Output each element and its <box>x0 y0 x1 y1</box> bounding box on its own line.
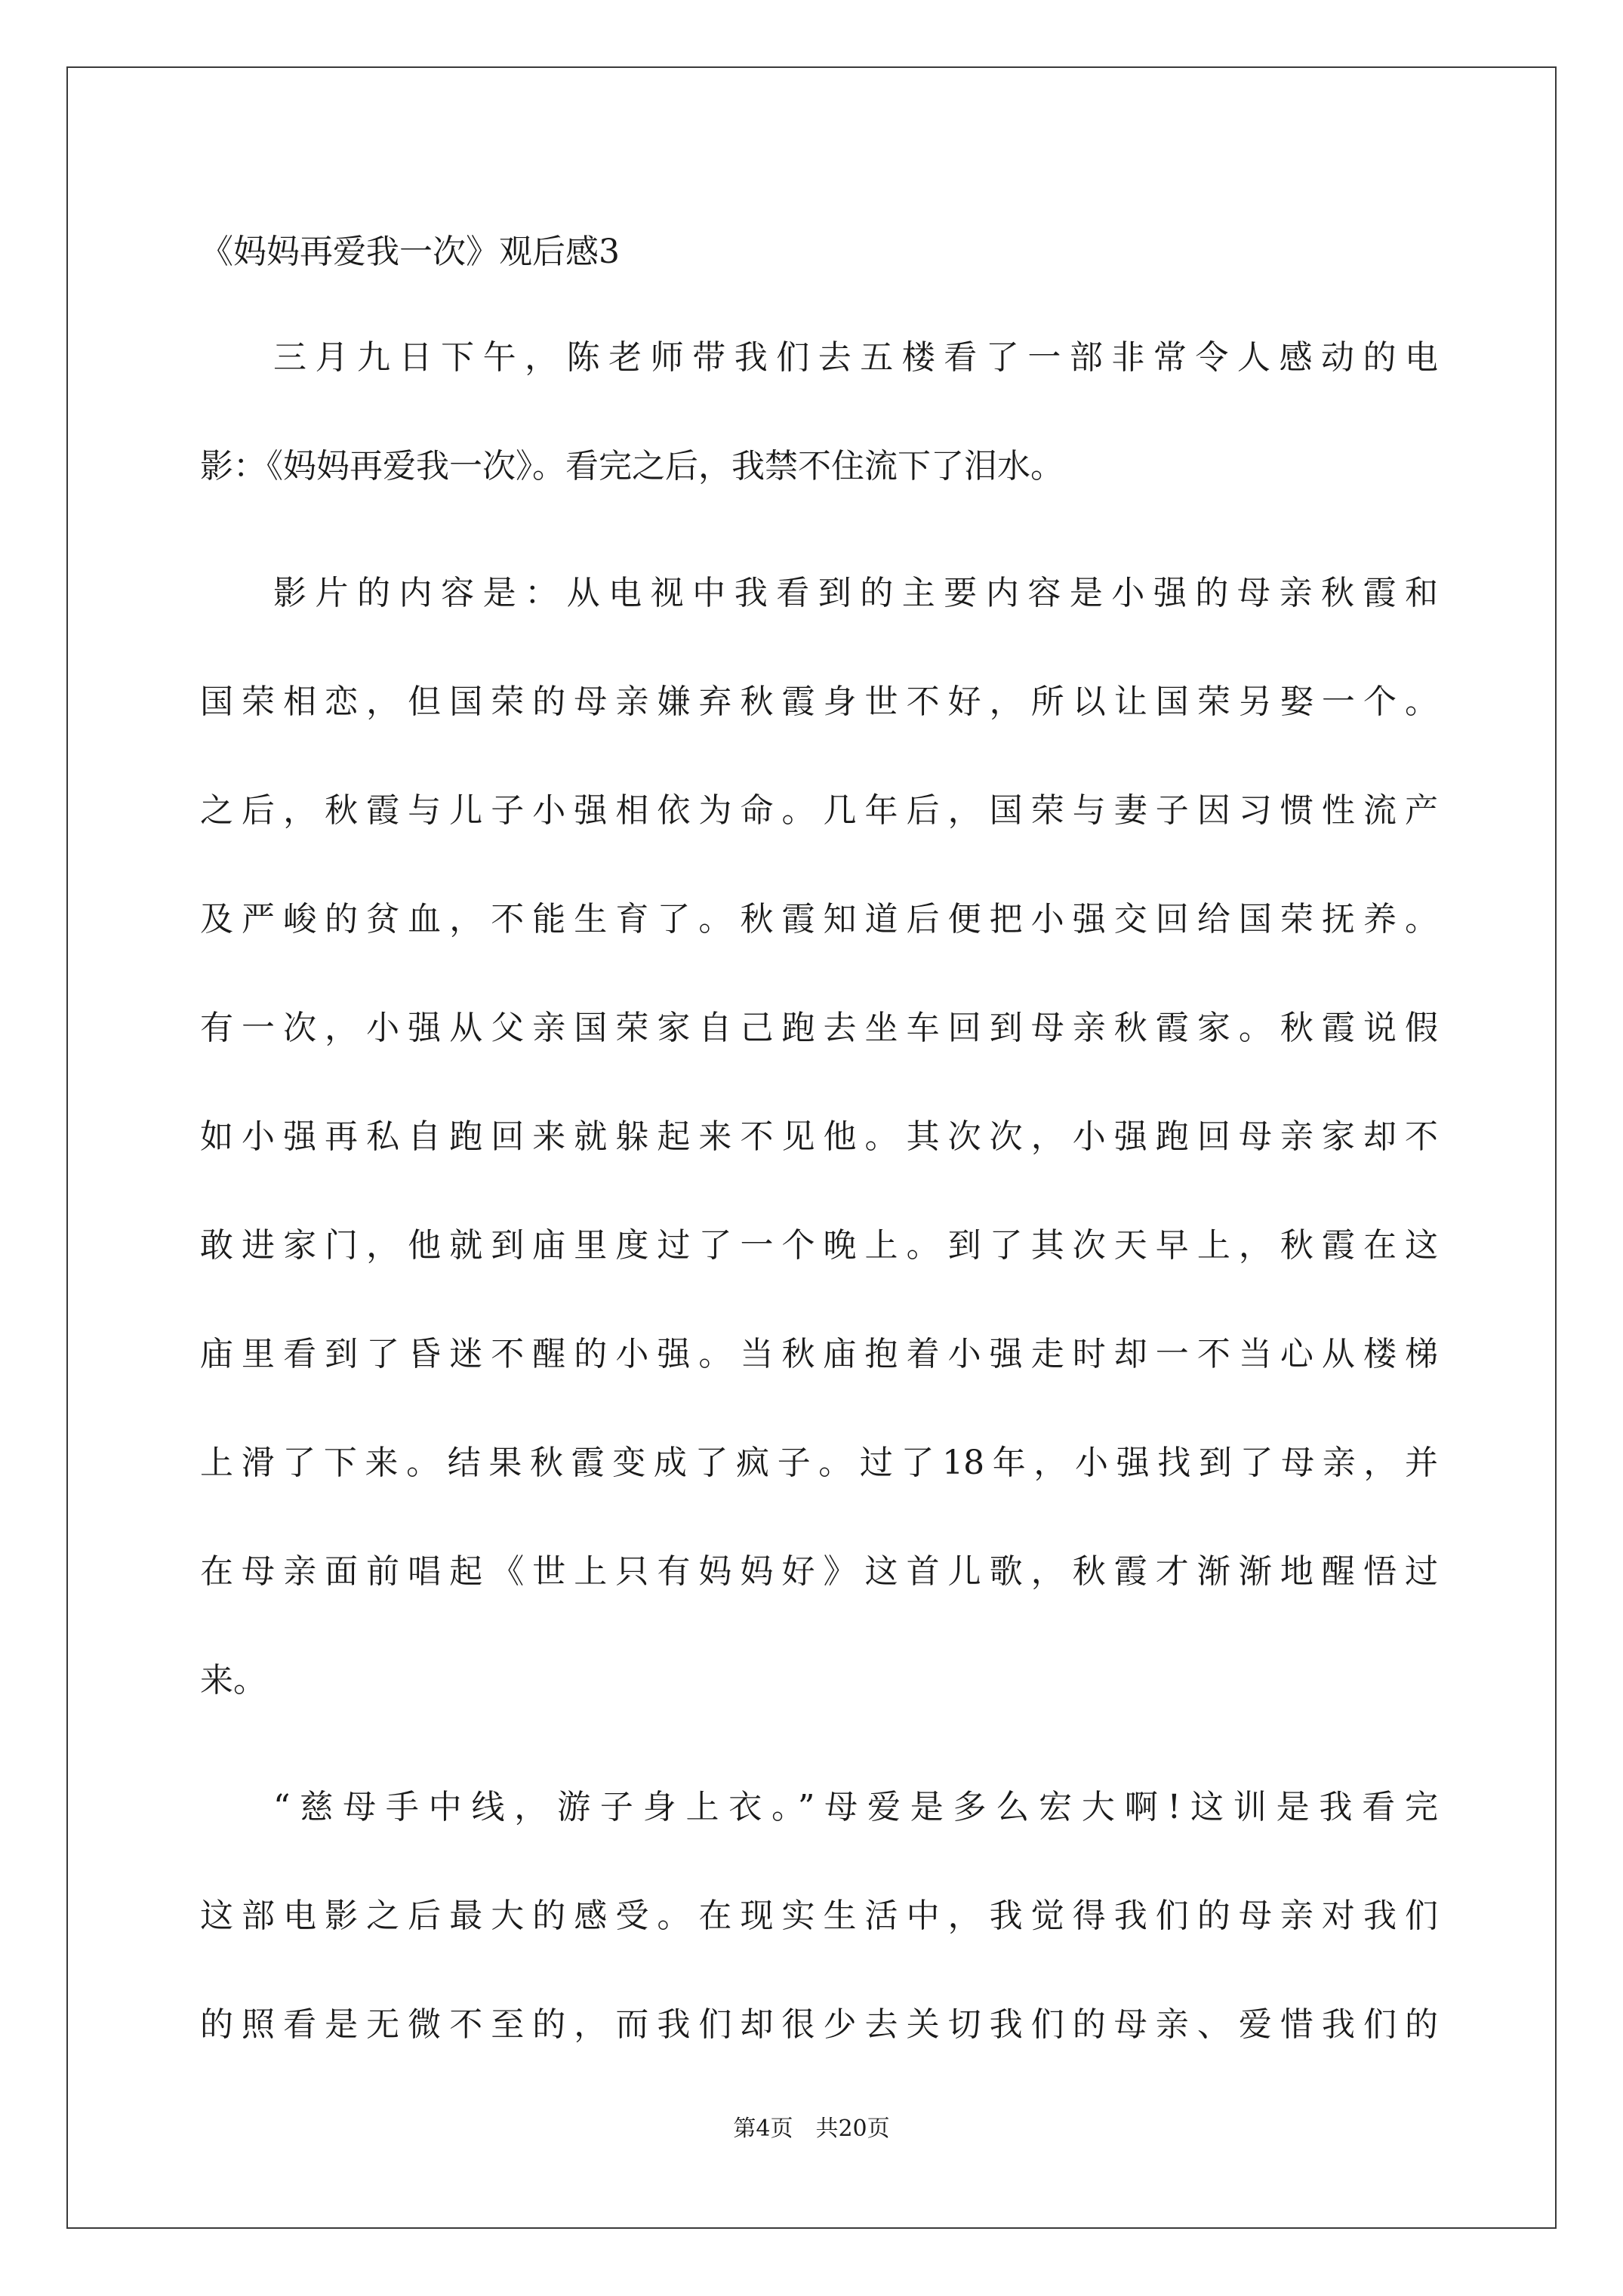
body-line: “慈母手中线，游子身上衣。”母爱是多么宏大啊!这训是我看完 <box>273 1788 1438 1826</box>
body-line: 上滑了下来。结果秋霞变成了疯子。过了18年，小强找到了母亲，并 <box>200 1444 1438 1482</box>
body-line: 这部电影之后最大的感受。在现实生活中，我觉得我们的母亲对我们 <box>200 1897 1438 1935</box>
body-line: 敢进家门，他就到庙里度过了一个晚上。到了其次天早上，秋霞在这 <box>200 1226 1438 1265</box>
body-line: 有一次，小强从父亲国荣家自己跑去坐车回到母亲秋霞家。秋霞说假 <box>200 1009 1438 1047</box>
document-title: 《妈妈再爱我一次》观后感3 <box>200 233 620 271</box>
body-line: 庙里看到了昏迷不醒的小强。当秋庙抱着小强走时却一不当心从楼梯 <box>200 1335 1438 1373</box>
body-line: 在母亲面前唱起《世上只有妈妈好》这首儿歌，秋霞才渐渐地醒悟过 <box>200 1552 1438 1591</box>
body-line: 的照看是无微不至的，而我们却很少去关切我们的母亲、爱惜我们的 <box>200 2005 1438 2044</box>
page-footer: 第4页 共20页 <box>733 2116 890 2142</box>
body-line: 之后，秋霞与儿子小强相依为命。几年后，国荣与妻子因习惯性流产 <box>200 791 1438 830</box>
body-line: 国荣相恋，但国荣的母亲嫌弃秋霞身世不好，所以让国荣另娶一个。 <box>200 683 1438 721</box>
body-line: 影：《妈妈再爱我一次》。看完之后，我禁不住流下了泪水。 <box>200 447 1064 485</box>
body-line: 如小强再私自跑回来就躲起来不见他。其次次，小强跑回母亲家却不 <box>200 1117 1438 1156</box>
body-line: 来。 <box>200 1661 266 1700</box>
body-line: 及严峻的贫血，不能生育了。秋霞知道后便把小强交回给国荣抚养。 <box>200 900 1438 938</box>
body-line: 影片的内容是：从电视中我看到的主要内容是小强的母亲秋霞和 <box>273 574 1438 612</box>
body-line: 三月九日下午，陈老师带我们去五楼看了一部非常令人感动的电 <box>273 338 1438 377</box>
